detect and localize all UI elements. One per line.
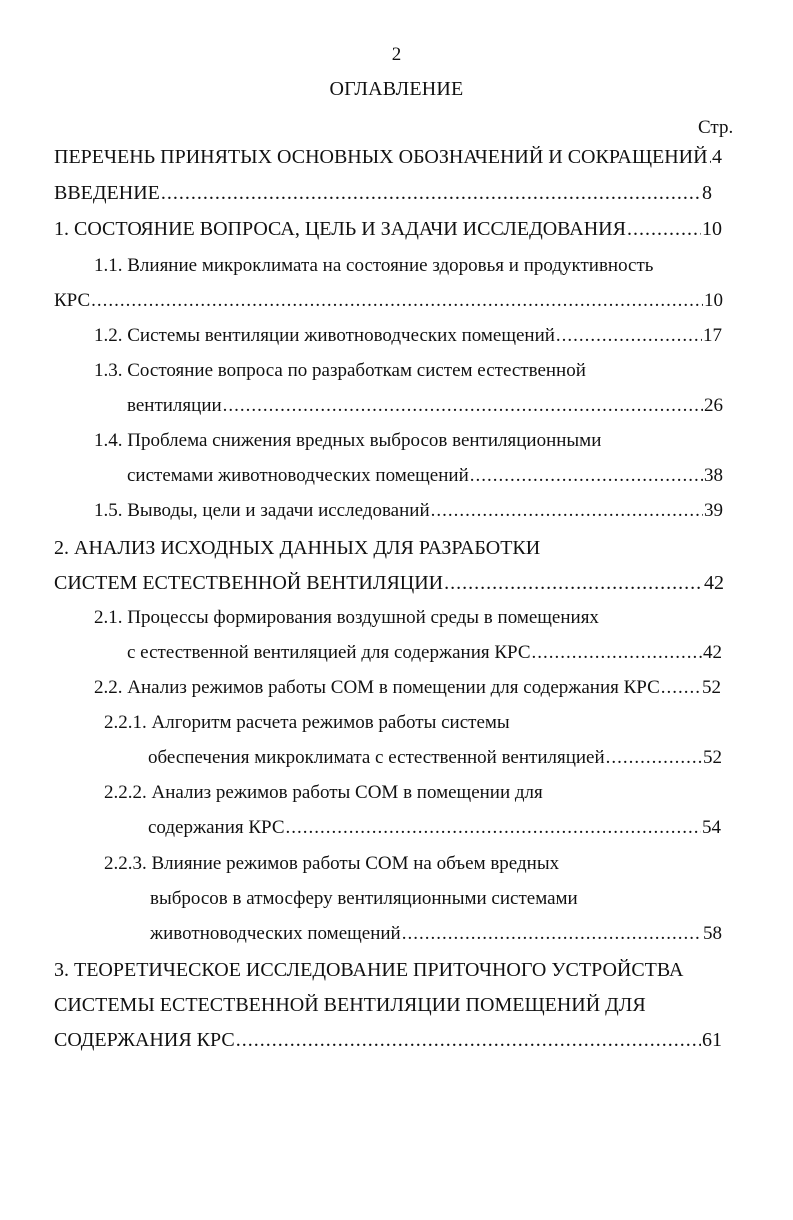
toc-leader: [236, 1026, 701, 1054]
toc-entry-continuation[interactable]: [150, 920, 722, 948]
toc-leader: [431, 497, 703, 525]
toc-leader: [532, 639, 702, 667]
toc-entry-continuation[interactable]: [150, 885, 578, 913]
toc-entry[interactable]: [54, 143, 722, 171]
toc-entry-page: 38: [704, 465, 723, 486]
toc-entry-continuation[interactable]: [54, 287, 723, 315]
toc-entry-continuation[interactable]: [54, 991, 646, 1019]
toc-entry-text: обеспечения микроклимата с естественной вентиляцией: [148, 747, 605, 768]
toc-entry[interactable]: [94, 674, 721, 702]
toc-entry-page: 58: [703, 923, 722, 944]
toc-entry-text: животноводческих помещений: [150, 923, 401, 944]
toc-entry[interactable]: [94, 604, 599, 632]
toc-leader: [606, 744, 702, 772]
toc-entry-text: 2.2.3. Влияние режимов работы СОМ на объем вредных: [104, 853, 560, 874]
toc-entry-text: 2.2.2. Анализ режимов работы СОМ в помещении для: [104, 782, 543, 803]
toc-entry-text: 3. ТЕОРЕТИЧЕСКОЕ ИССЛЕДОВАНИЕ ПРИТОЧНОГО УСТРОЙСТВА: [54, 959, 684, 981]
toc-entry-text: 2. АНАЛИЗ ИСХОДНЫХ ДАННЫХ ДЛЯ РАЗРАБОТКИ: [54, 537, 541, 559]
toc-entry-text: вентиляции: [127, 395, 222, 416]
toc-entry-page: 42: [703, 642, 722, 663]
toc-entry-text: 1.3. Состояние вопроса по разработкам систем естественной: [94, 360, 586, 381]
toc-entry[interactable]: [104, 709, 510, 737]
toc-entry-text: выбросов в атмосферу вентиляционными системами: [150, 888, 578, 909]
toc-entry-text: ПЕРЕЧЕНЬ ПРИНЯТЫХ ОСНОВНЫХ ОБОЗНАЧЕНИЙ И СОКРАЩЕНИЙ: [54, 146, 708, 168]
toc-entry-text: 2.2.1. Алгоритм расчета режимов работы системы: [104, 712, 510, 733]
toc-entry-text: 1. СОСТОЯНИЕ ВОПРОСА, ЦЕЛЬ И ЗАДАЧИ ИССЛЕДОВАНИЯ: [54, 218, 626, 240]
toc-entry-page: 52: [702, 677, 721, 698]
toc-entry-text: содержания КРС: [148, 817, 285, 838]
toc-leader: [556, 322, 702, 350]
toc-entry-page: 17: [703, 325, 722, 346]
toc-leader: [661, 674, 701, 702]
toc-entry-continuation[interactable]: [148, 744, 722, 772]
toc-entry-text: с естественной вентиляцией для содержания КРС: [127, 642, 531, 663]
toc-entry-page: 10: [704, 290, 723, 311]
toc-entry-continuation[interactable]: [54, 1026, 722, 1054]
toc-leader: [91, 287, 703, 315]
toc-entry[interactable]: [104, 779, 543, 807]
toc-entry-text: 2.2. Анализ режимов работы СОМ в помещении для содержания КРС: [94, 677, 660, 698]
toc-entry-text: 2.1. Процессы формирования воздушной среды в помещениях: [94, 607, 599, 628]
toc-entry-page: 61: [702, 1029, 722, 1051]
toc-leader: [627, 215, 701, 243]
toc-entry-page: 42: [704, 572, 724, 594]
toc-entry[interactable]: [94, 252, 653, 280]
page-title: ОГЛАВЛЕНИЕ: [329, 78, 464, 100]
toc-entry[interactable]: [94, 497, 723, 525]
toc-entry-text: системами животноводческих помещений: [127, 465, 469, 486]
toc-leader: [402, 920, 702, 948]
toc-entry-continuation[interactable]: [127, 462, 723, 490]
toc-entry-text: КРС: [54, 290, 91, 311]
toc-entry-page: 4: [712, 146, 722, 168]
page-number: 2: [391, 44, 402, 65]
toc-entry-text: 1.2. Системы вентиляции животноводческих помещений: [94, 325, 555, 346]
toc-leader: [223, 392, 703, 420]
toc-entry-page: 39: [704, 500, 723, 521]
toc-entry-text: 1.4. Проблема снижения вредных выбросов вентиляционными: [94, 430, 602, 451]
toc-leader: [470, 462, 703, 490]
toc-entry-continuation[interactable]: [127, 639, 722, 667]
toc-entry[interactable]: [94, 322, 722, 350]
toc-entry-page: 26: [704, 395, 723, 416]
toc-entry[interactable]: [54, 956, 683, 984]
toc-entry-page: 10: [702, 218, 722, 240]
toc-entry-text: 1.5. Выводы, цели и задачи исследований: [94, 500, 430, 521]
toc-entry[interactable]: [94, 427, 601, 455]
toc-entry[interactable]: [54, 179, 712, 207]
toc-leader: [161, 179, 701, 207]
toc-leader: [444, 569, 703, 597]
toc-entry[interactable]: [54, 215, 722, 243]
toc-entry-text: 1.1. Влияние микроклимата на состояние здоровья и продуктивность: [94, 255, 654, 276]
toc-leader: [286, 814, 701, 842]
pages-column-label: Стр.: [698, 117, 734, 138]
toc-entry-continuation[interactable]: [127, 392, 723, 420]
toc-entry-page: 8: [702, 182, 712, 204]
toc-entry-continuation[interactable]: [148, 814, 721, 842]
toc-entry-text: ВВЕДЕНИЕ: [54, 182, 160, 204]
toc-entry[interactable]: [94, 357, 586, 385]
toc-entry[interactable]: [54, 534, 540, 562]
toc-entry-text: СИСТЕМЫ ЕСТЕСТВЕННОЙ ВЕНТИЛЯЦИИ ПОМЕЩЕНИЙ ДЛЯ: [54, 994, 646, 1016]
toc-entry-text: СИСТЕМ ЕСТЕСТВЕННОЙ ВЕНТИЛЯЦИИ: [54, 572, 444, 594]
toc-entry[interactable]: [104, 850, 559, 878]
toc-entry-continuation[interactable]: [54, 569, 724, 597]
toc-entry-page: 54: [702, 817, 721, 838]
toc-leader: [709, 143, 711, 171]
toc-entry-text: СОДЕРЖАНИЯ КРС: [54, 1029, 235, 1051]
toc-entry-page: 52: [703, 747, 722, 768]
